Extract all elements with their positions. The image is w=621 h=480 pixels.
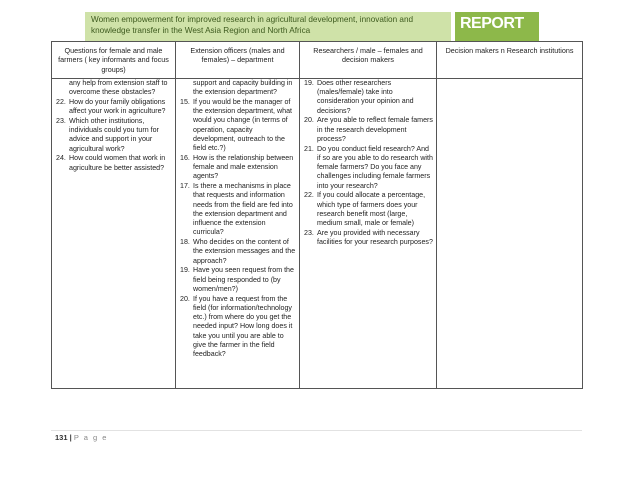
cell-decision-maker-questions <box>437 78 583 388</box>
question-item <box>52 98 172 117</box>
question-number: 22. <box>304 191 314 200</box>
question-item <box>176 79 296 98</box>
question-item <box>300 116 433 144</box>
page-word: P a g e <box>73 433 108 442</box>
header-extension-officers: Extension officers (males and females) – department <box>176 42 300 79</box>
cell-extension-questions <box>176 78 300 388</box>
question-number: 19. <box>180 266 190 275</box>
questions-table <box>51 41 583 389</box>
page-number: 131 <box>55 433 68 442</box>
question-number: 23. <box>304 228 314 237</box>
table-header-row <box>52 42 583 79</box>
question-text: any help from extension staff to overcome these obstacles? <box>69 78 168 97</box>
header-title-line-2: knowledge transfer in the West Asia Region and North Africa <box>91 25 311 35</box>
question-number: 20. <box>180 294 190 303</box>
document-header-title <box>85 12 451 42</box>
question-item <box>300 79 433 116</box>
question-text: Which other institutions, individuals could you turn for advice and support in your agricultural work? <box>69 116 159 153</box>
question-text: Have you seen request from the field being responded to (by women/men?) <box>193 266 294 293</box>
header-researchers: Researchers / male – females and decision makers <box>300 42 437 79</box>
question-number: 21. <box>304 144 314 153</box>
question-item <box>176 182 296 238</box>
question-text: Is there a mechanisms in place that requests and information needs from the field are fed into the extension department and influence the extension curricula? <box>193 182 293 237</box>
question-number: 20. <box>304 116 314 125</box>
question-item <box>52 79 172 98</box>
question-item <box>176 266 296 294</box>
question-text: How could women that work in agriculture be better assisted? <box>69 154 166 172</box>
question-item <box>300 191 433 228</box>
header-farmers: Questions for female and male farmers ( key informants and focus groups) <box>52 42 176 79</box>
footer-divider <box>51 430 582 431</box>
question-text: Are you provided with necessary facilities for your research purposes? <box>317 228 433 247</box>
question-item <box>300 229 433 248</box>
question-text: How is the relationship between female and male extension agents? <box>193 153 294 181</box>
header-decision-makers: Decision makers n Research institutions <box>437 42 583 79</box>
question-text: Are you able to reflect female famers in the research development process? <box>317 116 433 143</box>
question-item <box>176 98 296 154</box>
header-title-line-1: Women empowerment for improved research in agricultural development, innovation and <box>91 15 414 24</box>
cell-researcher-questions <box>300 78 437 388</box>
question-number: 22. <box>56 97 66 106</box>
question-text: How do your family obligations affect your work in agriculture? <box>69 97 166 116</box>
question-number: 18. <box>180 238 190 247</box>
question-number: 16. <box>180 153 190 162</box>
question-number: 24. <box>56 154 66 163</box>
question-text: support and capacity building in the extension department? <box>193 78 293 97</box>
question-number: 23. <box>56 116 66 125</box>
question-text: If you would be the manager of the extension department, what would you change (in terms of operation, capacity development, outreach to the field etc.?) <box>193 97 292 153</box>
question-number: 15. <box>180 97 190 106</box>
question-item <box>176 295 296 360</box>
table-body-row <box>52 78 583 388</box>
page-footer <box>55 433 108 442</box>
report-badge: REPORT <box>455 12 539 42</box>
question-text: If you could allocate a percentage, which type of farmers does your research benefit most (large, medium small, male or female) <box>317 191 426 228</box>
cell-farmers-questions <box>52 78 176 388</box>
question-text: If you have a request from the field (for information/technology etc.) from where do you get the needed input? How long does it take you until you are able to give the farmer in the field feedback? <box>193 294 293 359</box>
question-item <box>176 154 296 182</box>
question-item <box>176 238 296 266</box>
question-item <box>300 145 433 191</box>
page-separator: | <box>69 433 72 442</box>
question-text: Do you conduct field research? And if so are you able to do research with female farmers? Do you face any challenges including female farmers into your research? <box>317 144 433 190</box>
question-number: 19. <box>304 78 314 87</box>
question-text: Who decides on the content of the extension messages and the approach? <box>193 238 296 265</box>
question-item <box>52 154 172 173</box>
question-number: 17. <box>180 182 190 191</box>
question-text: Does other researchers (males/female) take into consideration your opinion and decisions? <box>317 78 414 115</box>
question-item <box>52 117 172 154</box>
